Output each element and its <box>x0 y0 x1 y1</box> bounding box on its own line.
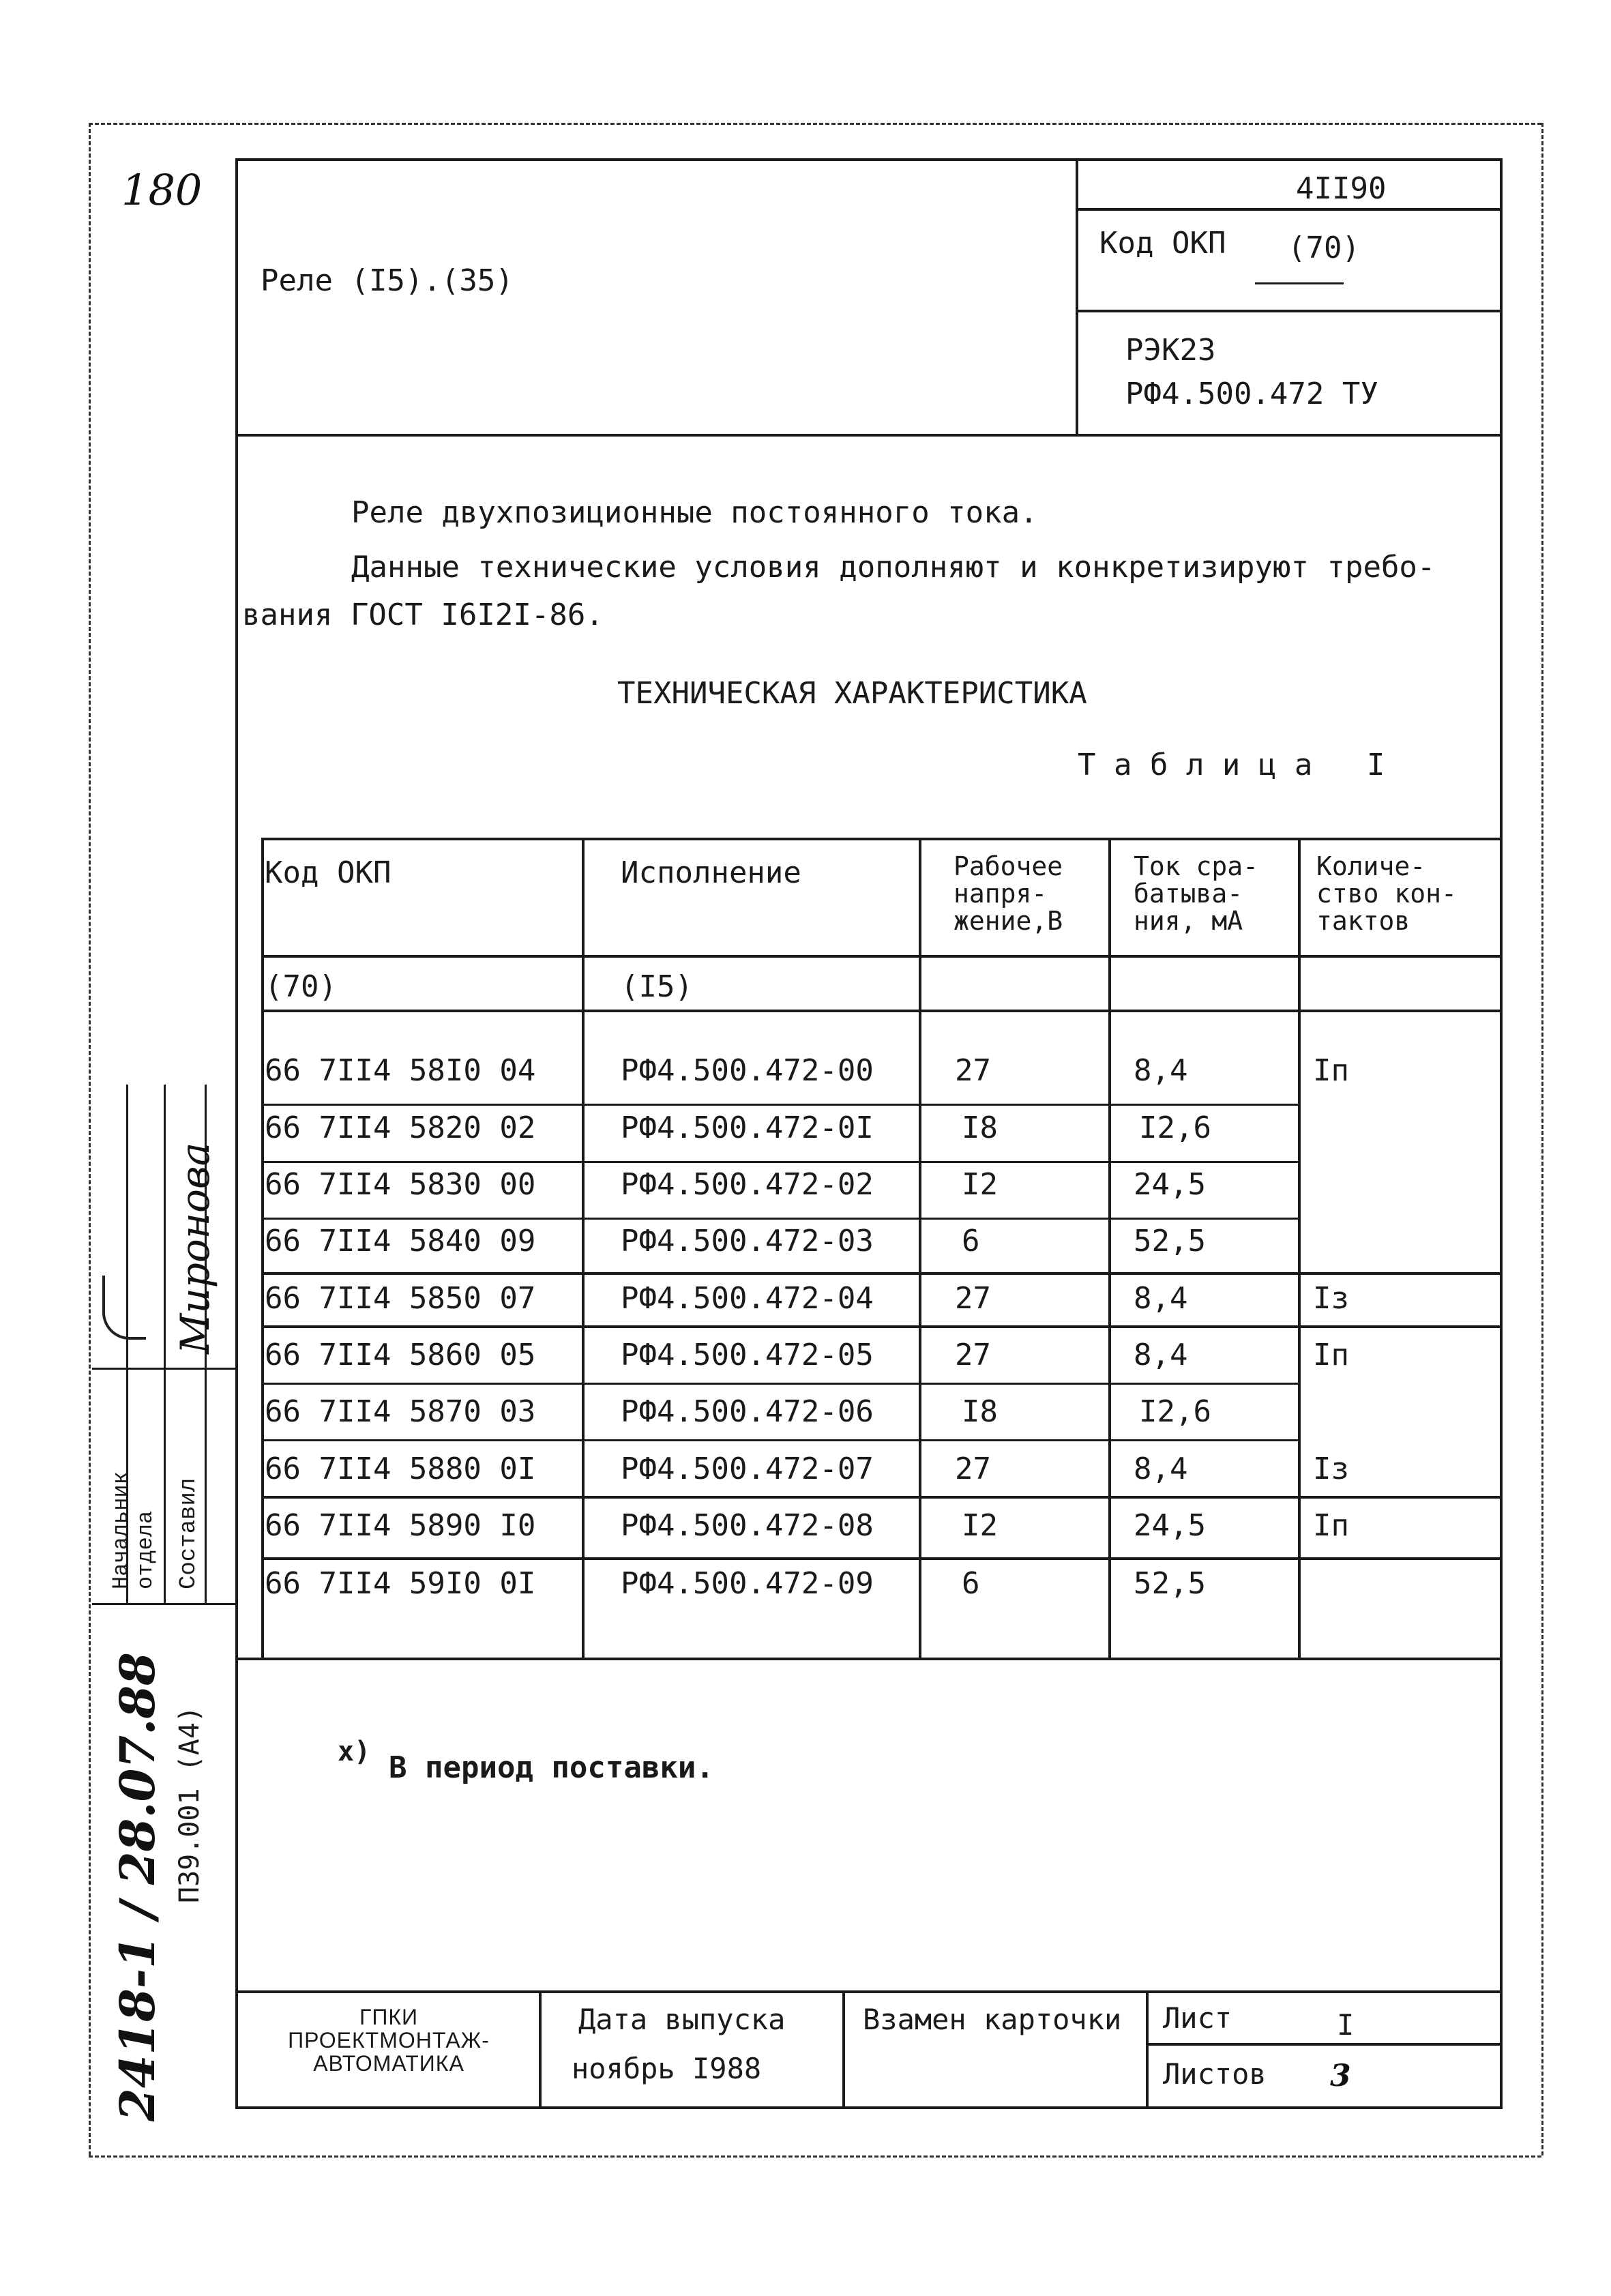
intro-line-2: Данные технические условия дополняют и конкретизируют требо- <box>351 550 1436 585</box>
col-header-okp: Код ОКП <box>265 855 391 890</box>
footnote-marker: x) <box>338 1736 371 1767</box>
sheet-label: Лист <box>1163 2001 1232 2035</box>
intro-line-1: Реле двухпозиционные постоянного тока. <box>351 495 1038 530</box>
intro-line-3: вания ГОСТ I6I2I-86. <box>242 598 604 632</box>
issue-date-label: Дата выпуска <box>578 2003 786 2036</box>
outer-frame-bottom <box>89 2155 1541 2158</box>
outer-frame-left <box>89 123 91 2155</box>
compiler-signature: Миронова <box>172 1142 218 1354</box>
okp-underline <box>1255 282 1344 284</box>
outer-frame-top <box>89 123 1541 125</box>
subheader-okp: (70) <box>265 969 337 1004</box>
form-code: ПЗ9.001 (А4) <box>174 1706 205 1903</box>
outer-frame-right <box>1541 123 1543 2155</box>
section-title: ТЕХНИЧЕСКАЯ ХАРАКТЕРИСТИКА <box>617 676 1087 711</box>
org-name: ГПКИ ПРОЕКТМОНТАЖ- АВТОМАТИКА <box>288 2005 490 2076</box>
col-header-voltage: Рабочее напря- жение,В <box>954 851 1063 936</box>
handwritten-registration: 2418-1 / 28.07.88 <box>109 1652 166 2121</box>
page-number: 180 <box>121 165 203 215</box>
col-header-current: Ток сра- батыва- ния, мА <box>1134 851 1259 936</box>
header-title: Реле (I5).(35) <box>261 263 514 298</box>
col-header-contacts: Количе- ство кон- тактов <box>1316 851 1457 936</box>
header-model: РЭК23 <box>1125 333 1216 368</box>
header-spec: РФ4.500.472 ТУ <box>1125 377 1378 411</box>
footnote-text: В период поставки. <box>389 1750 714 1785</box>
okp-value: (70) <box>1288 231 1360 265</box>
table-title: Т а б л и ц а I <box>1078 748 1385 782</box>
header-code: 4II90 <box>1296 171 1387 206</box>
col-header-variant: Исполнение <box>621 855 801 890</box>
sheets-label: Листов <box>1163 2057 1267 2091</box>
subheader-variant: (I5) <box>621 969 693 1004</box>
compiled-by-label: Составил <box>176 1477 202 1589</box>
okp-label: Код ОКП <box>1099 226 1226 261</box>
head-signature <box>102 1276 146 1340</box>
sheets-value: 3 <box>1330 2059 1351 2093</box>
replaces-card-label: Взамен карточки <box>863 2003 1122 2036</box>
sheet-value: I <box>1337 2008 1355 2042</box>
issue-date-value: ноябрь I988 <box>572 2052 762 2085</box>
head-of-department-label: Начальник отдела <box>108 1471 158 1589</box>
